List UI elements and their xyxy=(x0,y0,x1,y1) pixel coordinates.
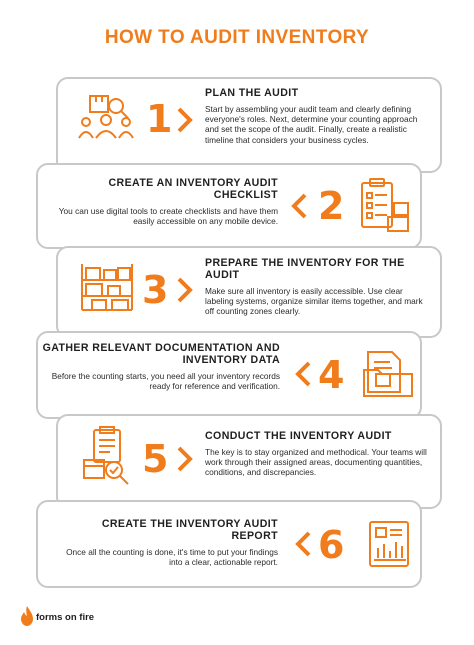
step-heading-4: GATHER RELEVANT DOCUMENTATION AND INVENTORY DATA xyxy=(42,342,280,366)
step-card-1 xyxy=(205,87,427,145)
step-number-1: 1 xyxy=(146,97,173,141)
step-body-6: Once all the counting is done, it's time to put your findings into a clear, actionable report. xyxy=(66,547,278,568)
step-body-5: The key is to stay organized and methodical. Your teams will work through their assigned areas, documenting quantities, conditions, and discrepancies. xyxy=(205,447,427,478)
chevron-left-icon xyxy=(290,192,308,220)
chevron-right-icon xyxy=(176,445,194,473)
chevron-left-icon xyxy=(294,530,312,558)
step-heading-6: CREATE THE INVENTORY AUDIT REPORT xyxy=(101,518,278,542)
step-card-4 xyxy=(40,342,280,391)
chevron-left-icon xyxy=(294,360,312,388)
team-search-icon xyxy=(76,92,136,151)
step-number-4: 4 xyxy=(318,353,345,397)
step-body-2: You can use digital tools to create checklists and have them easily accessible on any mobile device. xyxy=(58,206,278,227)
checklist-magnifier-icon xyxy=(80,426,134,491)
step-card-5 xyxy=(205,430,431,478)
step-body-3: Make sure all inventory is easily accessible. Use clear labeling systems, organize similar items together, and mark off counting zones clearly. xyxy=(205,286,423,317)
step-number-5: 5 xyxy=(142,437,169,481)
page-title: HOW TO AUDIT INVENTORY xyxy=(104,27,370,48)
step-heading-3: PREPARE THE INVENTORY FOR THE AUDIT xyxy=(205,257,405,281)
report-chart-icon xyxy=(366,518,414,577)
shelves-boxes-icon xyxy=(78,262,136,317)
brand-logo-text: forms on fire xyxy=(36,612,95,623)
step-card-2 xyxy=(52,177,278,226)
step-card-3 xyxy=(205,257,431,317)
checklist-boxes-icon xyxy=(358,177,412,240)
folder-document-icon xyxy=(362,348,416,405)
step-number-3: 3 xyxy=(142,268,169,312)
step-heading-1: PLAN THE AUDIT xyxy=(205,87,299,99)
step-body-1: Start by assembling your audit team and clearly defining everyone's roles. Next, determine your counting approach and set the scope of the audit. Finally, create a realistic timeline that considers your business cycles. xyxy=(205,104,418,145)
step-body-4: Before the counting starts, you need all your inventory records ready for reference and verification. xyxy=(51,371,280,392)
step-heading-2: CREATE AN INVENTORY AUDIT CHECKLIST xyxy=(108,177,278,201)
step-heading-5: CONDUCT THE INVENTORY AUDIT xyxy=(205,430,392,442)
chevron-right-icon xyxy=(176,106,194,134)
step-number-6: 6 xyxy=(318,523,345,567)
step-card-6 xyxy=(52,518,278,567)
flame-logo-icon xyxy=(19,605,35,627)
step-number-2: 2 xyxy=(318,184,345,228)
chevron-right-icon xyxy=(176,276,194,304)
